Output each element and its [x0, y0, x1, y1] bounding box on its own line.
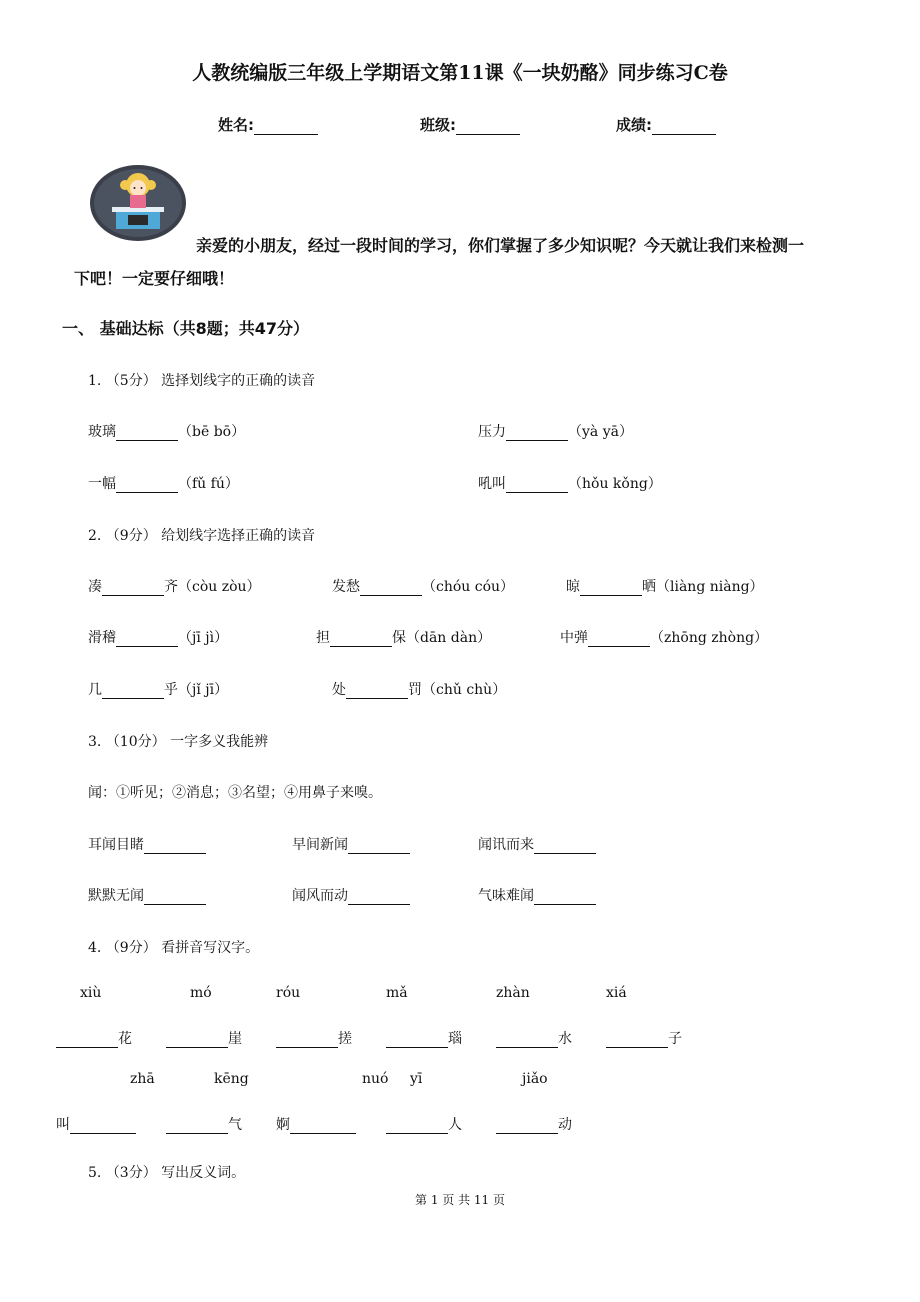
answer-blank[interactable]: [496, 1117, 558, 1134]
q2-options: （chǔ chù）: [422, 682, 507, 698]
q2-pre: 发愁: [332, 579, 360, 595]
q3-item: [88, 834, 206, 854]
q1-item: [88, 421, 245, 441]
q4-pinyin: xiù: [80, 985, 102, 1001]
q5-title: 5. （3分） 写出反义词。: [88, 1165, 246, 1181]
page-title: 人教统编版三年级上学期语文第11课《一块奶酪》同步练习C卷: [192, 62, 728, 84]
q4-item: [496, 1028, 572, 1048]
q3-item: [88, 885, 206, 905]
desk-plaque: [128, 215, 148, 225]
q4-char: 婀: [276, 1117, 290, 1133]
answer-blank[interactable]: [290, 1117, 356, 1134]
q3-item: [478, 885, 596, 905]
answer-blank[interactable]: [116, 424, 178, 441]
score-label: 成绩:: [616, 116, 652, 134]
q4-char: 子: [668, 1031, 682, 1047]
q1-word: 玻璃: [88, 424, 116, 440]
name-field: [218, 114, 318, 135]
q2-pre: 晾: [566, 579, 580, 595]
q2-item: [88, 679, 228, 699]
q4-char: 气: [228, 1117, 242, 1133]
q2-options: （chóu cóu）: [422, 579, 515, 595]
q4-item: [386, 1028, 462, 1048]
answer-blank[interactable]: [144, 888, 206, 905]
name-label: 姓名:: [218, 116, 254, 134]
q4-item: [56, 1114, 136, 1134]
q4-char: 人: [448, 1117, 462, 1133]
q2-options: （còu zòu）: [178, 579, 261, 595]
q2-post: 晒: [642, 579, 656, 595]
q4-item: [276, 1028, 352, 1048]
answer-blank[interactable]: [360, 579, 422, 596]
answer-blank[interactable]: [606, 1031, 668, 1048]
q2-item: [316, 627, 491, 647]
q2-post: 齐: [164, 579, 178, 595]
q3-item: [292, 885, 410, 905]
q1-item: [478, 421, 633, 441]
class-blank[interactable]: [456, 116, 520, 135]
answer-blank[interactable]: [534, 888, 596, 905]
q2-pre: 中弹: [560, 630, 588, 646]
answer-blank[interactable]: [588, 630, 650, 647]
q1-item: [478, 473, 662, 493]
answer-blank[interactable]: [70, 1117, 136, 1134]
q2-post: 保: [392, 630, 406, 646]
q4-char: 叫: [56, 1117, 70, 1133]
q2-pre: 几: [88, 682, 102, 698]
q2-item: [566, 576, 764, 596]
intro-line-1: 亲爱的小朋友，经过一段时间的学习，你们掌握了多少知识呢？今天就让我们来检测一: [196, 236, 805, 255]
q4-item: [56, 1028, 132, 1048]
q3-word: 耳闻目睹: [88, 837, 144, 853]
answer-blank[interactable]: [330, 630, 392, 647]
q1-item: [88, 473, 239, 493]
q3-word: 默默无闻: [88, 888, 144, 904]
q4-pinyin: zhàn: [496, 985, 530, 1001]
answer-blank[interactable]: [580, 579, 642, 596]
answer-blank[interactable]: [116, 476, 178, 493]
q3-word: 闻讯而来: [478, 837, 534, 853]
answer-blank[interactable]: [276, 1031, 338, 1048]
q4-item: [606, 1028, 682, 1048]
q4-item: [276, 1114, 356, 1134]
q1-options: （hǒu kǒng）: [568, 476, 662, 492]
answer-blank[interactable]: [386, 1031, 448, 1048]
q4-pinyin: jiǎo: [522, 1071, 548, 1087]
q1-title: 1. （5分） 选择划线字的正确的读音: [88, 373, 316, 389]
q2-options: （jǐ jī）: [178, 682, 229, 698]
q3-definition: 闻：①听见；②消息；③名望；④用鼻子来嗅。: [88, 785, 382, 801]
q2-options: （liàng niàng）: [656, 579, 764, 595]
q4-pinyin: mǎ: [386, 985, 408, 1001]
answer-blank[interactable]: [348, 888, 410, 905]
q2-pre: 凑: [88, 579, 102, 595]
answer-blank[interactable]: [506, 424, 568, 441]
answer-blank[interactable]: [348, 837, 410, 854]
q2-item: [88, 576, 261, 596]
q2-item: [560, 627, 768, 647]
q4-char: 崖: [228, 1031, 242, 1047]
answer-blank[interactable]: [506, 476, 568, 493]
q2-pre: 担: [316, 630, 330, 646]
q1-word: 一幅: [88, 476, 116, 492]
q2-options: （zhōng zhòng）: [650, 630, 769, 646]
q4-pinyin: kēng: [214, 1071, 249, 1087]
answer-blank[interactable]: [102, 579, 164, 596]
q4-item: [496, 1114, 572, 1134]
q2-post: 乎: [164, 682, 178, 698]
q4-char: 瑙: [448, 1031, 462, 1047]
q3-item: [292, 834, 410, 854]
q4-char: 花: [118, 1031, 132, 1047]
q3-word: 早间新闻: [292, 837, 348, 853]
section-heading: 一、 基础达标（共8题；共47分）: [62, 319, 309, 338]
intro-line-2: 下吧！一定要仔细哦！: [74, 269, 235, 288]
q2-pre: 滑稽: [88, 630, 116, 646]
q4-pinyin: yī: [410, 1071, 423, 1087]
answer-blank[interactable]: [346, 682, 408, 699]
answer-blank[interactable]: [116, 630, 178, 647]
answer-blank[interactable]: [534, 837, 596, 854]
q4-char: 水: [558, 1031, 572, 1047]
q1-word: 压力: [478, 424, 506, 440]
q4-char: 搓: [338, 1031, 352, 1047]
answer-blank[interactable]: [166, 1117, 228, 1134]
answer-blank[interactable]: [496, 1031, 558, 1048]
q4-title: 4. （9分） 看拼音写汉字。: [88, 940, 260, 956]
q3-word: 气味难闻: [478, 888, 534, 904]
q1-options: （yà yā）: [568, 424, 633, 440]
q1-options: （bē bō）: [178, 424, 246, 440]
q4-pinyin: zhā: [130, 1071, 155, 1087]
q4-pinyin: mó: [190, 985, 212, 1001]
q4-pinyin: nuó: [362, 1071, 389, 1087]
q3-title: 3. （10分） 一字多义我能辨: [88, 734, 269, 750]
q3-item: [478, 834, 596, 854]
q2-title: 2. （9分） 给划线字选择正确的读音: [88, 528, 316, 544]
answer-blank[interactable]: [144, 837, 206, 854]
score-blank[interactable]: [652, 116, 716, 135]
name-blank[interactable]: [254, 116, 318, 135]
q2-item: [332, 576, 514, 596]
q2-item: [332, 679, 506, 699]
q1-options: （fǔ fú）: [178, 476, 239, 492]
q4-item: [166, 1028, 242, 1048]
q4-item: [386, 1114, 462, 1134]
q2-item: [88, 627, 228, 647]
q4-pinyin: róu: [276, 985, 301, 1001]
q2-post: 罚: [408, 682, 422, 698]
q2-pre: 处: [332, 682, 346, 698]
q1-word: 吼叫: [478, 476, 506, 492]
face-icon: [130, 180, 146, 196]
class-field: [420, 114, 520, 135]
q4-pinyin: xiá: [606, 985, 627, 1001]
class-label: 班级:: [420, 116, 456, 134]
score-field: [616, 114, 716, 135]
q4-char: 动: [558, 1117, 572, 1133]
student-illustration: [88, 163, 188, 243]
answer-blank[interactable]: [56, 1031, 118, 1048]
answer-blank[interactable]: [102, 682, 164, 699]
q2-options: （jī jì）: [178, 630, 229, 646]
q2-options: （dān dàn）: [406, 630, 492, 646]
q3-word: 闻风而动: [292, 888, 348, 904]
q4-item: [166, 1114, 242, 1134]
answer-blank[interactable]: [386, 1117, 448, 1134]
answer-blank[interactable]: [166, 1031, 228, 1048]
page-footer: 第 1 页 共 11 页: [415, 1193, 505, 1207]
shirt-icon: [130, 195, 146, 208]
